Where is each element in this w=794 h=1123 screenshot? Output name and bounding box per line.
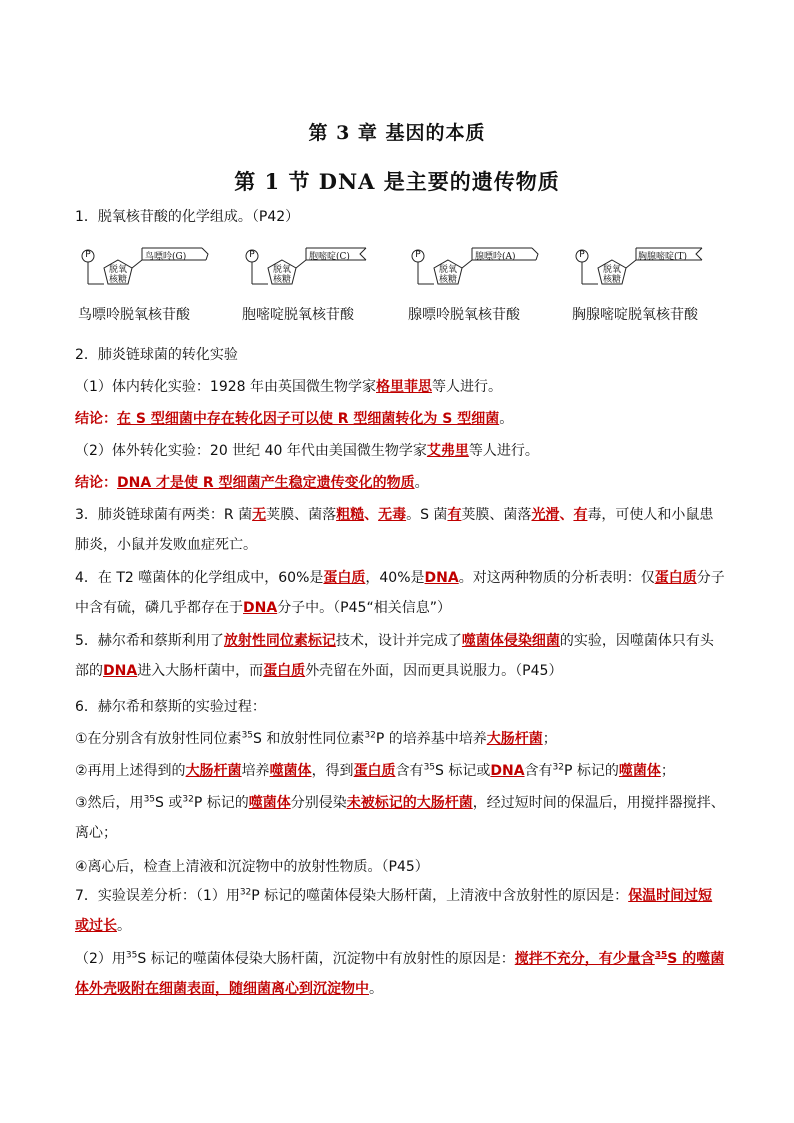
sugar-label-line2: 核糖 [438,275,457,285]
text: 毒，可使人和小鼠患肺炎，小鼠并发败血症死亡。 [75,507,714,553]
phosphate-label: P [249,250,255,260]
text: S 或 [155,795,183,811]
answer: DNA [490,763,525,779]
answer: 搅拌不充分，有少量含 [514,951,655,967]
text: P 标记的噬菌体侵染大肠杆菌，上清液中含放射性的原因是： [251,888,629,904]
answer: 蛋白质 [263,663,306,679]
q2-in-vitro [75,441,725,461]
base-label: 胸腺嘧啶(T) [638,252,688,262]
chapter-title: 第 3 章 基因的本质 [308,122,486,144]
sugar-label-line1: 脱氧 [438,265,457,275]
q1-text: 1．脱氧核苷酸的化学组成。（P42） [75,209,300,225]
nucleotide-diagram-c [242,238,392,328]
answer: 蛋白质 [353,763,396,779]
conclusion-label: 结论： [75,475,117,491]
answer: 蛋白质 [654,570,697,586]
q7-part-2 [75,944,725,1004]
superscript: 32 [364,730,376,741]
q6-step-1 [75,729,725,749]
answer: 大肠杆菌 [486,731,543,747]
sugar-label-line1: 脱氧 [272,265,291,275]
answer: 未被标记的大肠杆菌 [346,795,473,811]
superscript: 32 [182,794,194,805]
q2-conclusion-2 [75,473,725,493]
text: 。 [369,981,383,997]
answer: DNA [424,570,459,586]
q7-part-1 [75,881,725,941]
text: 含有 [524,763,553,779]
answer: 有 [447,507,462,523]
base-label: 鸟嘌呤(G) [145,252,187,262]
text: 。 [499,411,514,427]
sugar-label-line2: 核糖 [108,275,127,285]
superscript: 35 [125,950,138,961]
answer: 无毒 [378,507,407,523]
answer: 粗糙 [336,507,365,523]
text: 3．肺炎链球菌有两类：R 菌 [75,507,253,523]
phosphate-label: P [579,250,585,260]
text: 、 [364,507,379,523]
text: 4．在 T2 噬菌体的化学组成中，60%是 [75,570,324,586]
text: S 标记的噬菌体侵染大肠杆菌，沉淀物中有放射性的原因是： [137,951,515,967]
text: （2）体外转化实验：20 世纪 40 年代由美国微生物学家 [75,443,427,459]
answer-griffith: 格里菲思 [376,379,432,395]
text: 等人进行。 [432,379,502,395]
text: 荚膜、菌落 [266,507,337,523]
answer-avery: 艾弗里 [426,443,469,459]
answer: 噬菌体 [269,763,312,779]
sugar-label-line1: 脱氧 [602,265,621,275]
text: 技术，设计并完成了 [335,633,462,649]
text: 。对这两种物质的分析表明：仅 [458,570,655,586]
q6-title: 6．赫尔希和蔡斯的实验过程： [75,699,266,715]
answer: S 的噬菌体外壳吸附在细菌表面，随细菌离心到沉淀物中 [75,951,725,997]
answer: 光滑 [531,507,560,523]
nucleotide-name: 胸腺嘧啶脱氧核苷酸 [572,307,698,323]
q3-paragraph [75,500,725,560]
text: S 标记或 [435,763,491,779]
text: 等人进行。 [468,443,539,459]
text: 。S 菌 [406,507,448,523]
superscript: 35 [143,794,156,805]
sugar-label-line2: 核糖 [602,275,621,285]
answer: DNA [103,663,138,679]
text: 分子中。（P45“相关信息”） [277,600,451,616]
answer: 噬菌体侵染细菌 [461,633,560,649]
text: ，40%是 [365,570,425,586]
superscript: 35 [241,730,254,741]
text: 7．实验误差分析：（1）用 [75,888,240,904]
q2-conclusion-1 [75,409,725,429]
text: 分别侵染 [290,795,347,811]
answer: 保温时间过短或过长 [75,888,713,934]
text: P 的培养基中培养 [375,731,487,747]
answer: 放射性同位素标记 [223,633,336,649]
text: （2）用 [75,951,126,967]
superscript: 35 [423,762,436,773]
sugar-label-line2: 核糖 [272,275,291,285]
text: ； [660,763,675,779]
text: （1）体内转化实验：1928 年由英国微生物学家 [75,379,376,395]
nucleotide-name: 胞嘧啶脱氧核苷酸 [242,307,354,323]
base-label: 胞嘧啶(C) [309,252,350,262]
nucleotide-diagram-g [78,238,228,328]
text: 的实验，因噬菌体只有头部的 [75,633,714,679]
phosphate-label: P [85,250,91,260]
text: 含有 [395,763,424,779]
text: P 标记的 [193,795,249,811]
text: ，得到 [311,763,354,779]
conclusion-label: 结论： [75,411,117,427]
text: S 和放射性同位素 [253,731,365,747]
section-title: 第 1 节 DNA 是主要的遗传物质 [234,169,560,194]
text: ①在分别含有放射性同位素 [75,731,242,747]
q6-step-2 [75,761,725,781]
answer: 有 [573,507,588,523]
sugar-label-line1: 脱氧 [108,265,127,275]
answer: 无 [252,507,267,523]
answer: 大肠杆菌 [185,763,242,779]
answer-conclusion-2: DNA 才是使 R 型细菌产生稳定遗传变化的物质 [117,475,415,491]
q2-in-vivo [75,377,725,397]
answer: 噬菌体 [618,763,661,779]
text: 5．赫尔希和蔡斯利用了 [75,633,224,649]
nucleotide-name: 鸟嘌呤脱氧核苷酸 [78,307,190,323]
text: 。 [414,475,429,491]
text: ②再用上述得到的 [75,763,186,779]
superscript: 32 [552,762,564,773]
answer: 噬菌体 [248,795,291,811]
text: 外壳留在外面，因而更具说服力。（P45） [305,663,563,679]
nucleotide-diagram-a [408,238,558,328]
base-label: 腺嘌呤(A) [475,252,516,262]
nucleotide-diagram-t [572,238,722,328]
superscript: 32 [239,887,252,898]
text: 培养 [241,763,270,779]
q5-paragraph [75,626,725,686]
text: 荚膜、菌落 [461,507,532,523]
phosphate-label: P [415,250,421,260]
text: 分子中含有硫，磷几乎都存在于 [75,570,725,616]
nucleotide-name: 腺嘌呤脱氧核苷酸 [408,307,520,323]
text: ，经过短时间的保温后，用搅拌器搅拌、离心； [75,795,725,841]
q2-title: 2．肺炎链球菌的转化实验 [75,347,238,363]
answer: 蛋白质 [323,570,366,586]
text: 进入大肠杆菌中，而 [137,663,264,679]
text: ③然后，用 [75,795,144,811]
text: P 标记的 [564,763,619,779]
text: 、 [559,507,574,523]
text: ； [542,731,557,747]
answer: DNA [243,600,278,616]
q6-step-3 [75,788,725,848]
text: 。 [117,918,131,934]
q4-paragraph [75,563,725,623]
answer-conclusion-1: 在 S 型细菌中存在转化因子可以使 R 型细菌转化为 S 型细菌 [117,411,500,427]
q6-step-4: ④离心后，检查上清液和沉淀物中的放射性物质。（P45） [75,859,429,875]
superscript: 35 [654,950,668,961]
